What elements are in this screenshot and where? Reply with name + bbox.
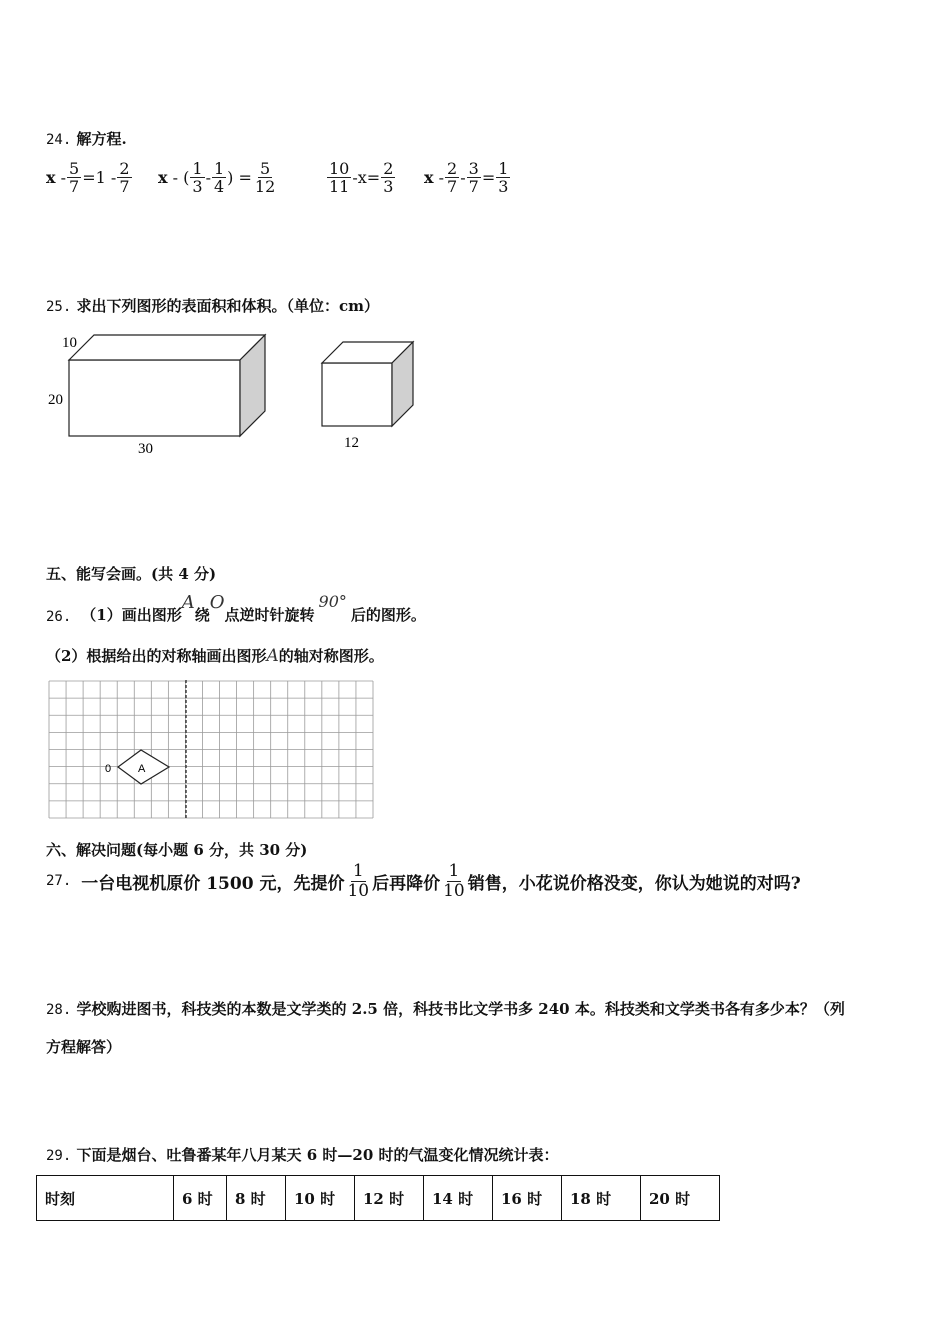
table-header-cell: 16 时 [493, 1176, 562, 1221]
fraction: $\frac{2}{7}$ [447, 159, 458, 196]
fraction-one-tenth: $\frac{1}{10}$ [443, 860, 465, 901]
rotation-angle: 90° [318, 592, 347, 611]
table-header-cell: 14 时 [424, 1176, 493, 1221]
minus-sign: - [172, 168, 179, 187]
fraction: $\frac{1}{3}$ [498, 159, 509, 196]
minus-sign: - [438, 168, 445, 187]
shape-A-label: A [138, 763, 146, 775]
q26-text-c: 点逆时针旋转 [224, 606, 315, 624]
q26-part2-text-b: 的轴对称图形。 [278, 647, 384, 665]
fraction: $\frac{10}{11}$ [329, 159, 350, 196]
q24-equation-2 [158, 160, 278, 195]
q28-line-1 [46, 998, 845, 1019]
table-header-cell: 12 时 [355, 1176, 424, 1221]
table-header-row [37, 1176, 720, 1221]
q26-text-b: 绕 [194, 606, 210, 624]
shape-name-A: A [181, 592, 195, 613]
q28-line-2: 方程解答） [46, 1038, 122, 1056]
close-paren: ) [227, 168, 234, 187]
fraction: $\frac{5}{7}$ [69, 159, 80, 196]
table-header-cell: 时刻 [37, 1176, 174, 1221]
point-O-label: 0 [105, 763, 112, 775]
section-6-title: 六、解决问题(每小题 6 分，共 30 分) [46, 841, 308, 859]
minus-sign: - [205, 168, 211, 187]
q24-equation-1 [46, 160, 133, 195]
table-header-cell: 18 时 [562, 1176, 641, 1221]
table-header-cell: 20 时 [641, 1176, 720, 1221]
q25-number: 25. [46, 299, 72, 315]
q26-part2-text-a: （2）根据给出的对称轴画出图形 [46, 647, 267, 665]
q29-heading [46, 1144, 559, 1165]
drawing-grid [48, 680, 378, 822]
cuboid-width-label: 30 [138, 441, 153, 457]
minus-sign: - [460, 168, 466, 187]
q26-text-a: （1）画出图形 [81, 606, 182, 624]
q27-text-b: 后再降价 [372, 873, 441, 894]
section-5-title: 五、能写会画。(共 4 分) [46, 565, 217, 583]
table-header-cell: 10 时 [286, 1176, 355, 1221]
q25-text: 求出下列图形的表面积和体积。（单位：cm） [76, 297, 380, 315]
minus-sign: - [60, 168, 67, 187]
fraction: $\frac{1}{3}$ [192, 159, 203, 196]
q24-title: 解方程. [76, 130, 127, 148]
fraction: $\frac{2}{7}$ [119, 159, 130, 196]
open-paren: ( [183, 168, 190, 187]
cuboid-depth-label: 10 [62, 335, 77, 351]
q29-text: 下面是烟台、吐鲁番某年八月某天 6 时—20 时的气温变化情况统计表： [76, 1146, 559, 1164]
q27-text-c: 销售，小花说价格没变，你认为她说的对吗? [467, 873, 801, 894]
var-x: x [424, 168, 434, 187]
q28-number: 28. [46, 1002, 72, 1018]
cuboid-height-label: 20 [48, 392, 63, 408]
fraction: $\frac{3}{7}$ [468, 159, 479, 196]
q26-part1 [46, 585, 426, 625]
q29-number: 29. [46, 1148, 72, 1164]
fraction: $\frac{1}{4}$ [213, 159, 225, 196]
q27-question [46, 858, 801, 904]
var-x: x [158, 168, 168, 187]
table-header-cell: 6 时 [174, 1176, 227, 1221]
equals-sign: = [238, 168, 252, 187]
grid-lines [49, 681, 373, 818]
q26-text-d: 后的图形。 [350, 606, 426, 624]
q27-number: 27. [46, 873, 72, 889]
table-header-cell: 8 时 [227, 1176, 286, 1221]
q24-number: 24. [46, 132, 72, 148]
fraction-one-tenth: $\frac{1}{10}$ [347, 860, 370, 901]
q26-number: 26. [46, 609, 72, 625]
shape-name-A: A [266, 645, 279, 666]
q26-part2 [46, 645, 384, 666]
equals-sign: = [481, 168, 496, 187]
fraction: $\frac{2}{3}$ [383, 159, 394, 196]
cuboid-figure [48, 335, 265, 457]
equals-one-minus: =1 - [82, 168, 117, 187]
var-x: x [46, 168, 56, 187]
fraction: $\frac{5}{12}$ [254, 159, 276, 196]
q24-heading [46, 128, 127, 149]
q28-text-line-1: 学校购进图书，科技类的本数是文学类的 2.5 倍，科技书比文学书多 240 本。科技类和文学类书各有多少本？（列 [76, 1000, 845, 1018]
q24-equation-3 [326, 160, 396, 195]
q27-text-a: 一台电视机原价 1500 元，先提价 [81, 873, 345, 894]
prism-figures [40, 325, 440, 465]
cube-figure [322, 342, 413, 451]
cube-edge-label: 12 [344, 435, 359, 451]
q24-equation-4 [424, 160, 511, 195]
minus-x-equals: -x= [352, 168, 381, 187]
point-name-O: O [209, 592, 225, 613]
temperature-table [36, 1175, 720, 1221]
q25-heading [46, 295, 379, 316]
